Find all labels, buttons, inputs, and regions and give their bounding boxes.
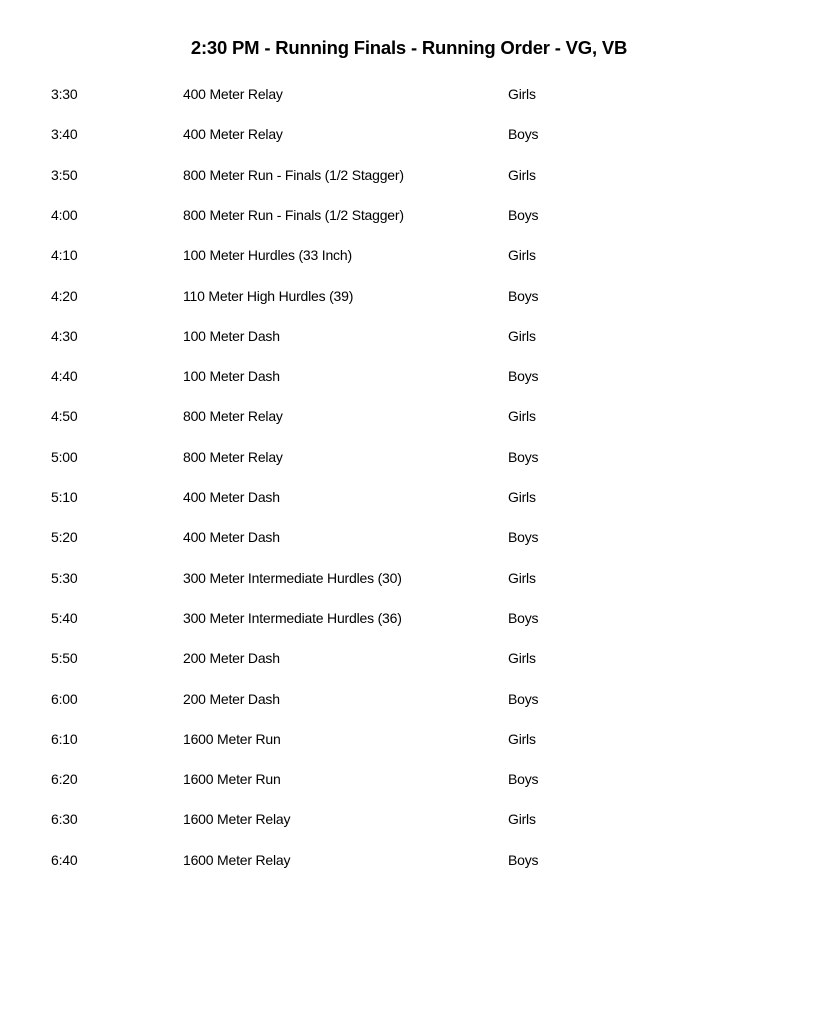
event-division: Girls	[508, 408, 536, 425]
schedule-row	[0, 288, 830, 310]
event-name: 300 Meter Intermediate Hurdles (36)	[183, 609, 402, 626]
schedule-row	[0, 610, 830, 632]
schedule-row	[0, 811, 830, 833]
event-time: 3:30	[51, 86, 78, 102]
event-name: 800 Meter Relay	[183, 408, 283, 425]
schedule-row	[0, 207, 830, 229]
event-division: Girls	[508, 489, 536, 505]
event-time: 5:00	[51, 448, 78, 465]
event-name: 800 Meter Run - Finals (1/2 Stagger)	[183, 206, 404, 223]
event-time: 4:00	[51, 206, 78, 223]
event-name: 200 Meter Dash	[183, 650, 280, 667]
event-time: 6:20	[51, 771, 78, 788]
event-name: 300 Meter Intermediate Hurdles (30)	[183, 569, 402, 586]
event-name: 100 Meter Dash	[183, 327, 280, 344]
event-division: Girls	[508, 730, 536, 747]
event-time: 4:20	[51, 287, 78, 304]
event-division: Girls	[508, 166, 536, 183]
event-division: Boys	[508, 609, 539, 626]
event-time: 6:00	[51, 690, 78, 707]
event-name: 400 Meter Dash	[183, 529, 280, 546]
schedule-row	[0, 449, 830, 471]
event-division: Girls	[508, 327, 536, 344]
event-time: 4:30	[51, 327, 78, 344]
event-time: 4:40	[51, 368, 78, 385]
event-time: 5:20	[51, 529, 78, 546]
event-time: 3:40	[51, 126, 78, 143]
event-name: 400 Meter Relay	[183, 86, 283, 102]
event-division: Girls	[508, 86, 536, 102]
event-time: 6:40	[51, 851, 78, 868]
schedule-row	[0, 247, 830, 269]
event-time: 6:30	[51, 811, 78, 828]
event-name: 100 Meter Hurdles (33 Inch)	[183, 247, 352, 264]
schedule-row	[0, 167, 830, 189]
event-name: 400 Meter Relay	[183, 126, 283, 143]
event-name: 1600 Meter Relay	[183, 851, 291, 868]
event-division: Boys	[508, 690, 539, 707]
event-name: 110 Meter High Hurdles (39)	[183, 287, 354, 304]
event-name: 1600 Meter Relay	[183, 811, 291, 828]
event-division: Girls	[508, 811, 536, 828]
event-division: Boys	[508, 126, 539, 143]
event-division: Girls	[508, 650, 536, 667]
page-title: 2:30 PM - Running Finals - Running Order - VG, VB	[190, 37, 628, 58]
event-division: Boys	[508, 368, 539, 385]
schedule-row	[0, 570, 830, 592]
schedule-row	[0, 86, 830, 108]
event-division: Girls	[508, 569, 536, 586]
event-time: 5:50	[51, 650, 78, 667]
event-time: 4:50	[51, 408, 78, 425]
event-name: 800 Meter Relay	[183, 448, 283, 465]
schedule-row	[0, 691, 830, 713]
event-time: 5:40	[51, 609, 78, 626]
schedule-row	[0, 529, 830, 551]
event-division: Boys	[508, 851, 539, 868]
schedule-row	[0, 126, 830, 148]
schedule-row	[0, 328, 830, 350]
event-name: 400 Meter Dash	[183, 489, 280, 505]
event-name: 1600 Meter Run	[183, 771, 281, 788]
event-time: 5:30	[51, 569, 78, 586]
schedule-row	[0, 731, 830, 753]
event-division: Boys	[508, 206, 539, 223]
event-division: Boys	[508, 771, 539, 788]
event-time: 3:50	[51, 166, 78, 183]
event-name: 100 Meter Dash	[183, 368, 280, 385]
schedule-row	[0, 650, 830, 672]
schedule-row	[0, 408, 830, 430]
event-division: Girls	[508, 247, 536, 264]
event-name: 200 Meter Dash	[183, 690, 280, 707]
event-time: 6:10	[51, 730, 78, 747]
event-division: Boys	[508, 529, 539, 546]
schedule-row	[0, 852, 830, 874]
event-name: 800 Meter Run - Finals (1/2 Stagger)	[183, 166, 404, 183]
event-name: 1600 Meter Run	[183, 730, 281, 747]
event-time: 5:10	[51, 489, 78, 505]
event-division: Boys	[508, 287, 539, 304]
schedule-row	[0, 489, 830, 511]
event-division: Boys	[508, 448, 539, 465]
schedule-row	[0, 771, 830, 793]
schedule-row	[0, 368, 830, 390]
event-time: 4:10	[51, 247, 78, 264]
